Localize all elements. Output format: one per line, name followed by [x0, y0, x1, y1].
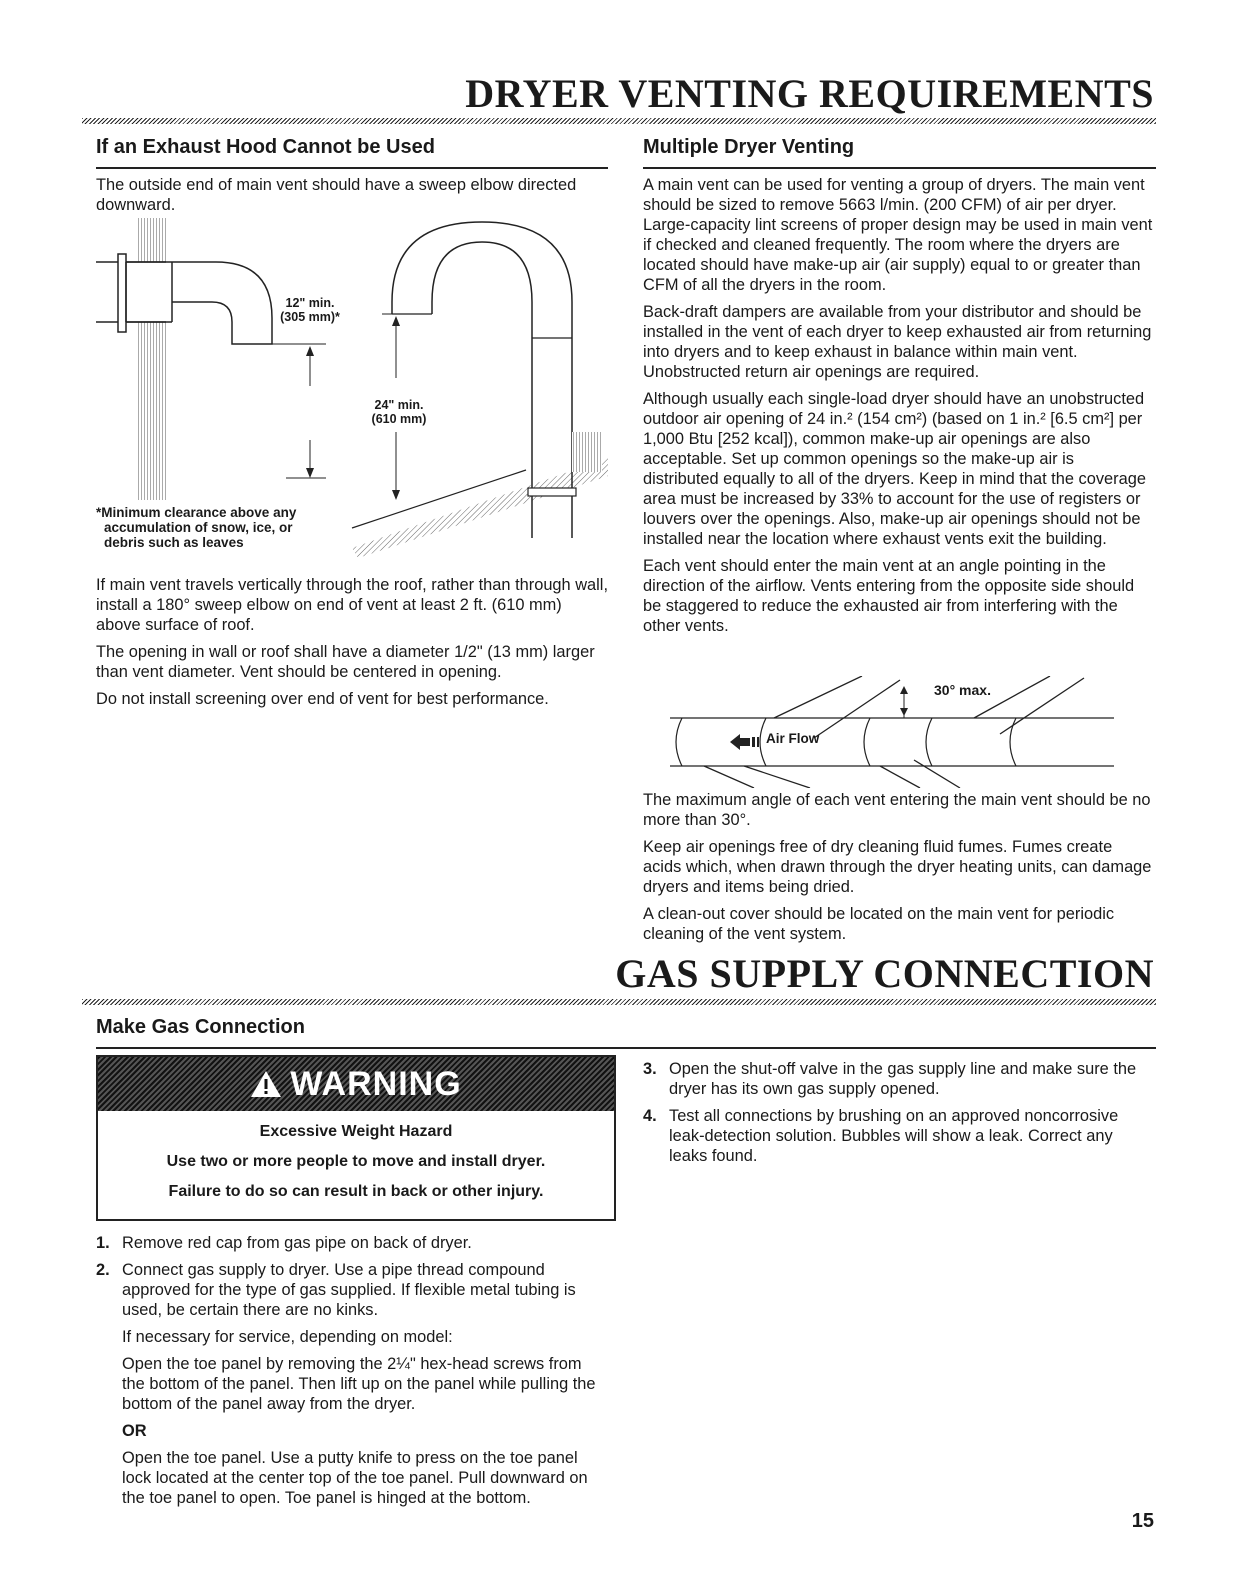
airflow-label: Air Flow [766, 731, 820, 746]
gas-title-rule [82, 999, 1156, 1005]
step-item [643, 1106, 1155, 1166]
step-number: 3. [643, 1060, 657, 1078]
multiple-dryer-paragraph: Each vent should enter the main vent at an angle pointing in the direction of the airflow. Vents entering from the opposite side should be staggered to reduce the exhausted air from interfering with the other vents. [643, 557, 1135, 635]
step-sub-text: If necessary for service, depending on model: [122, 1328, 453, 1346]
label-12-in-min [272, 296, 348, 324]
section-heading-multiple-dryer: Multiple Dryer Venting [643, 136, 855, 158]
multiple-dryer-paragraph: A main vent can be used for venting a group of dryers. The main vent should be sized to remove 5663 l/min. (200 CFM) of air per dryer. Large-capacity lint screens of proper design may be used in main vent if checked and cleaned frequently. The room where the dryers are located should have make-up air (air supply) equal to or greater than CFM of all the dryers in the room. [643, 176, 1153, 294]
step-item [96, 1233, 606, 1253]
step-sub-text: Open the toe panel by removing the 2¼" hex-head screws from the bottom of the panel. Then lift up on the panel while pulling the bottom of the panel away from the dryer. [122, 1355, 596, 1413]
step-or: OR [122, 1422, 147, 1440]
section-rule [96, 167, 608, 169]
angle-label: 30° max. [934, 682, 991, 698]
warning-line1: Use two or more people to move and install dryer. [166, 1153, 546, 1170]
exhaust-intro: The outside end of main vent should have a sweep elbow directed downward. [96, 176, 577, 214]
section-heading-make-gas-connection: Make Gas Connection [96, 1016, 305, 1038]
step-number: 2. [96, 1261, 110, 1279]
warning-triangle-icon [250, 1068, 282, 1107]
label-12-line2: (305 mm)* [280, 310, 340, 324]
exhaust-paragraph: The opening in wall or roof shall have a diameter 1/2" (13 mm) larger than vent diameter. Vent should be centered in opening. [96, 643, 595, 681]
step-text: Test all connections by brushing on an approved noncorrosive leak-detection solution. Bubbles will show a leak. Correct any leaks found. [669, 1107, 1119, 1165]
wall-bottom [138, 322, 166, 500]
step-item [96, 1260, 606, 1508]
gas-steps-right [643, 1059, 1155, 1173]
step-text: Connect gas supply to dryer. Use a pipe thread compound approved for the type of gas supplied. If flexible metal tubing is used, be certain there are no kinks. [122, 1261, 576, 1319]
section-heading-exhaust-hood: If an Exhaust Hood Cannot be Used [96, 136, 435, 158]
label-24-in-min [360, 398, 438, 426]
multiple-dryer-paragraph: Although usually each single-load dryer should have an unobstructed outdoor air opening of 24 in.² (154 cm²) (based on 1 in.² [6.5 cm²] per 1,000 Btu [252 kcal]), common make-up air openings are also acceptable. Set up common openings so the make-up air is distributed equally to all of the dryers. Keep in mind that the coverage area must be increased by 33% to account for the use of registers or louvers over the openings. Also, make-up air openings should not be installed near the location where exhaust vents exit the building. [643, 390, 1146, 548]
multiple-dryer-paragraph: Keep air openings free of dry cleaning fluid fumes. Fumes create acids which, when drawn through the dryer heating units, can damage dryers and items being dried. [643, 838, 1152, 896]
warning-title-text: WARNING [290, 1065, 462, 1103]
warning-body [98, 1111, 614, 1201]
step-item [643, 1059, 1155, 1099]
exhaust-paragraph: Do not install screening over end of vent for best performance. [96, 690, 549, 708]
gas-section-title: GAS SUPPLY CONNECTION [615, 951, 1154, 996]
warning-banner [98, 1057, 614, 1111]
label-24-line2: (610 mm) [371, 412, 427, 426]
multiple-dryer-paragraph: The maximum angle of each vent entering the main vent should be no more than 30°. [643, 791, 1151, 829]
vent-angle-figure [664, 676, 1114, 788]
page-number: 15 [1131, 1510, 1154, 1532]
page-title: DRYER VENTING REQUIREMENTS [465, 71, 1154, 116]
step-text: Remove red cap from gas pipe on back of dryer. [122, 1234, 472, 1252]
step-number: 4. [643, 1107, 657, 1125]
exhaust-paragraph: If main vent travels vertically through the roof, rather than through wall, install a 180° sweep elbow on end of vent at least 2 ft. (610 mm) above surface of roof. [96, 576, 609, 634]
step-sub-text: Open the toe panel. Use a putty knife to press on the toe panel lock located at the center top of the toe panel. Pull downward on the toe panel to open. Toe panel is hinged at the bottom. [122, 1449, 588, 1507]
note-line3: debris such as leaves [104, 535, 244, 550]
step-text: Open the shut-off valve in the gas supply line and make sure the dryer has its own gas supply opened. [669, 1060, 1137, 1098]
wall-top [138, 218, 166, 262]
note-line1: *Minimum clearance above any [96, 505, 297, 520]
label-24-line1: 24" min. [374, 398, 424, 412]
multiple-dryer-paragraphs-after [643, 790, 1155, 951]
note-line2: accumulation of snow, ice, or [104, 520, 293, 535]
warning-line2: Failure to do so can result in back or other injury. [168, 1183, 544, 1200]
exhaust-paragraphs [96, 575, 608, 716]
clearance-note [96, 505, 296, 550]
section-rule [643, 167, 1156, 169]
multiple-dryer-paragraph: A clean-out cover should be located on the main vent for periodic cleaning of the vent system. [643, 905, 1115, 943]
multiple-dryer-paragraphs [643, 175, 1153, 643]
multiple-dryer-paragraph: Back-draft dampers are available from your distributor and should be installed in the vent of each dryer to keep exhausted air from returning into dryers and to keep exhaust in balance within main vent. Unobstructed return air openings are required. [643, 303, 1152, 381]
step-number: 1. [96, 1234, 110, 1252]
label-12-line1: 12" min. [285, 296, 335, 310]
warning-hazard: Excessive Weight Hazard [259, 1123, 453, 1140]
warning-box [96, 1055, 616, 1221]
section-rule [96, 1047, 1156, 1049]
title-rule [82, 118, 1156, 124]
gas-steps-left [96, 1233, 606, 1515]
warning-title [98, 1065, 614, 1107]
